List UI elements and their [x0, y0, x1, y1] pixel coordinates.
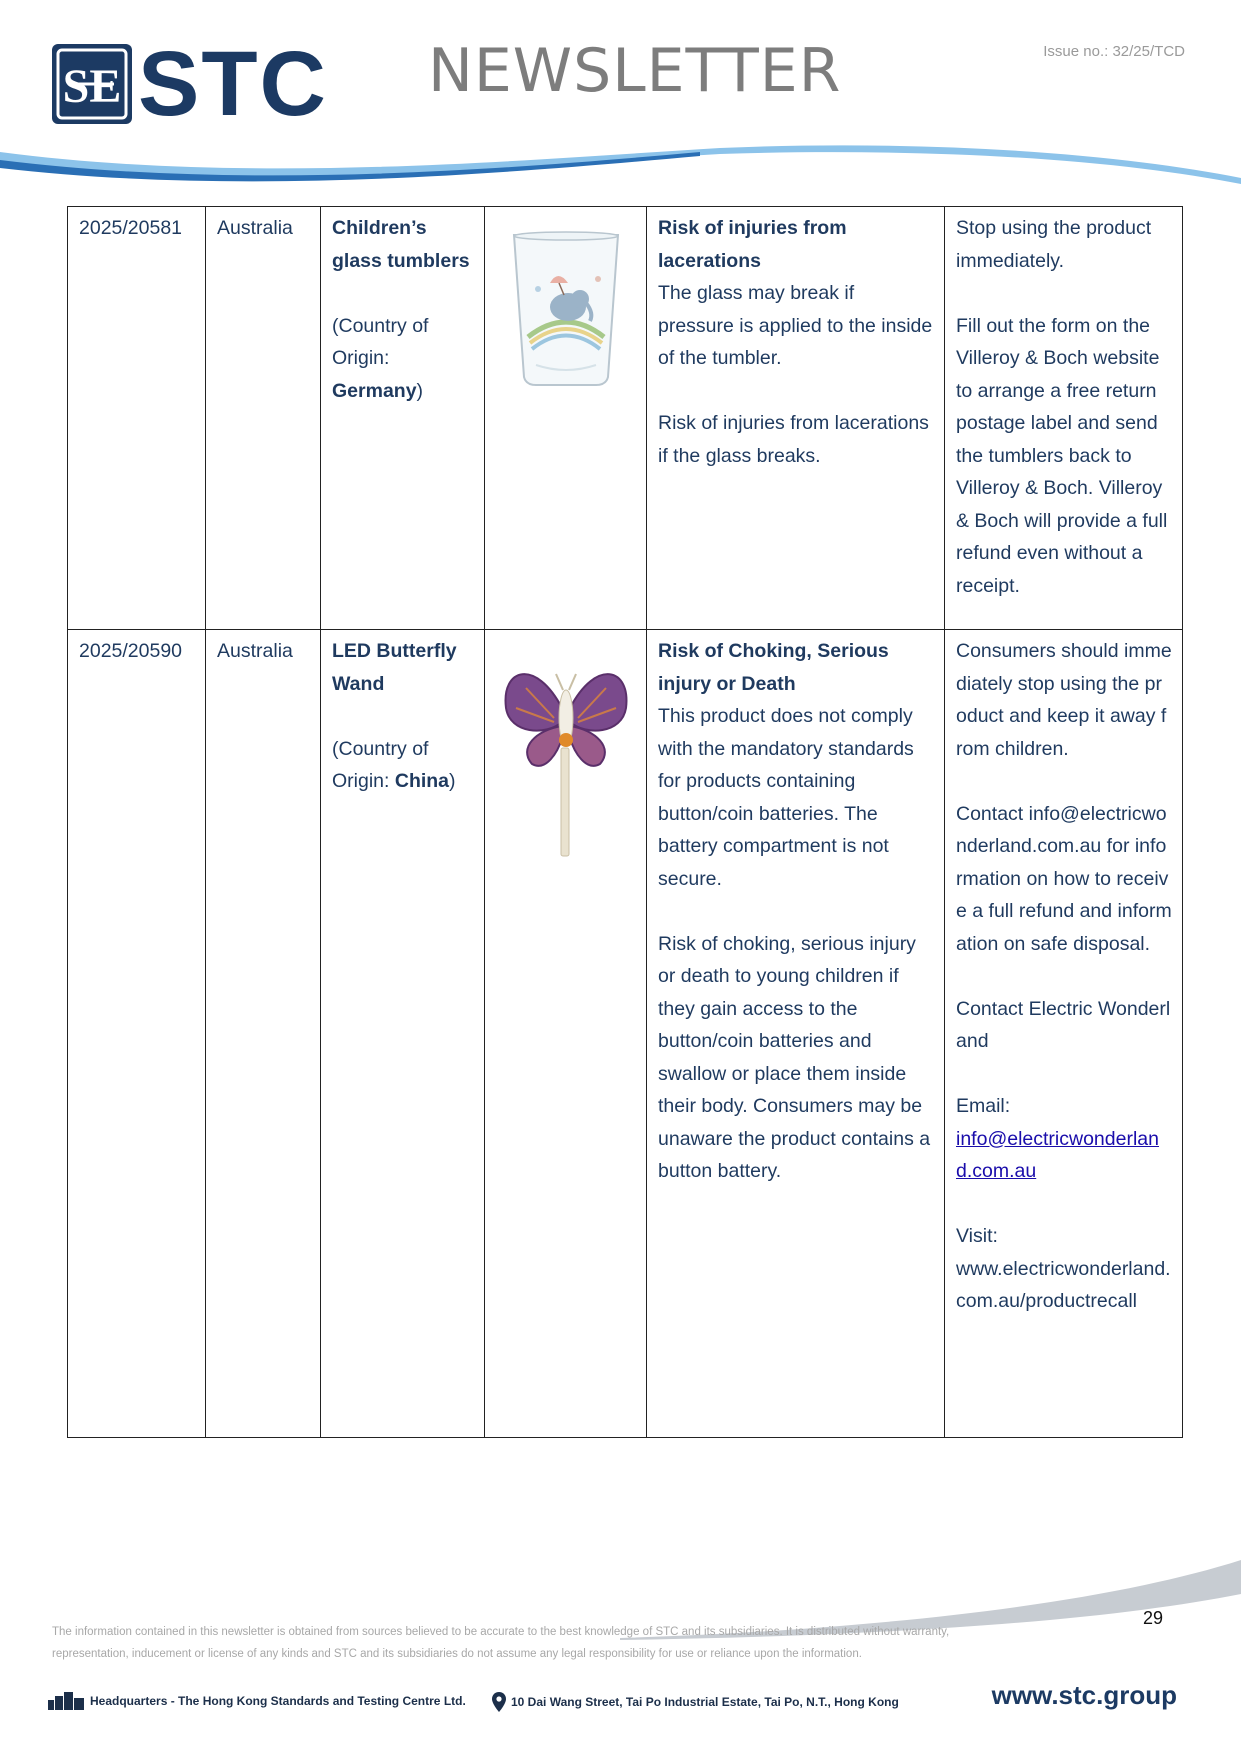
remedy-instruction: Consumers should immediately stop using the product and keep it away from children. [956, 640, 1172, 760]
headquarters [48, 1692, 466, 1710]
brand-name: STC [138, 33, 328, 135]
origin-suffix: ) [416, 379, 424, 402]
product-name: Children’s glass tumblers [332, 217, 470, 272]
hazard-title: Risk of Choking, Serious injury or Death [658, 640, 889, 695]
remedy-instruction: Stop using the product immediately. [956, 217, 1152, 272]
country: Australia [206, 207, 321, 630]
building-icon [48, 1692, 84, 1710]
stc-logo-mark-icon [52, 44, 132, 124]
stc-logo [52, 33, 328, 135]
table-row [68, 207, 1183, 630]
address [492, 1692, 899, 1712]
butterfly-wand-icon [496, 648, 636, 858]
issue-number: Issue no.: 32/25/TCD [1043, 43, 1185, 60]
visit-label: Visit: [956, 1225, 998, 1247]
product-cell [321, 207, 485, 630]
page-number: 29 [1143, 1608, 1164, 1628]
recall-url: www.electricwonderland.com.au/productrecall [956, 1257, 1171, 1312]
hazard-cell [647, 630, 945, 1438]
location-pin-icon [492, 1692, 506, 1712]
website[interactable]: www.stc.group [991, 1680, 1177, 1710]
reference-number: 2025/20581 [68, 207, 206, 630]
hazard-cell [647, 207, 945, 630]
product-image-cell [485, 630, 647, 1438]
origin-prefix: (Country of Origin: [332, 737, 429, 792]
svg-text:SE: SE [62, 60, 122, 113]
remedy-detail: Fill out the form on the Villeroy & Boch website to arrange a free return postage label and send the tumblers back to Villeroy & Boch. Villeroy & Boch will provide a full refund even without a receipt. [956, 314, 1168, 597]
header-swoosh-decoration [0, 140, 1241, 190]
disclaimer: The information contained in this newsletter is obtained from sources believed to be accurate to the best knowledge of STC and its subsidiaries. It is distributed without warranty, representation, inducement or license of any kinds and STC and its subsidiaries do not assume any legal responsibility for use or reliance upon the information. [52, 1626, 950, 1660]
newsletter-title: NEWSLETTER [428, 36, 842, 106]
country: Australia [206, 630, 321, 1438]
recall-table [67, 206, 1183, 1438]
product-name: LED Butterfly Wand [332, 640, 457, 695]
hazard-description: This product does not comply with the mandatory standards for products containing button/coin batteries. The battery compartment is not secure. [658, 705, 914, 890]
remedy-contact-info: Contact info@electricwonderland.com.au for information on how to receive a full refund and information on safe disposal. [956, 802, 1172, 955]
email-link[interactable]: info@electricwonderland.com.au [956, 1127, 1159, 1182]
table-row [68, 630, 1183, 1438]
product-image-cell [485, 207, 647, 630]
glass-tumbler-icon [506, 229, 626, 389]
hazard-description: The glass may break if pressure is applied to the inside of the tumbler. [658, 282, 933, 369]
remedy-contact-company: Contact Electric Wonderland [956, 997, 1171, 1052]
remedy-cell [945, 207, 1183, 630]
headquarters-label: Headquarters - The Hong Kong Standards and Testing Centre Ltd. [90, 1694, 466, 1708]
hazard-title: Risk of injuries from lacerations [658, 217, 847, 272]
product-cell [321, 630, 485, 1438]
origin-country: Germany [332, 379, 417, 402]
origin-country: China [394, 770, 450, 792]
hazard-detail: Risk of choking, serious injury or death to young children if they gain access to the button/coin batteries and swallow or place them inside their body. Consumers may be unaware the product contains a button battery. [658, 932, 931, 1182]
origin-prefix: (Country of Origin: [332, 314, 429, 369]
remedy-cell [945, 630, 1183, 1438]
email-label: Email: [956, 1095, 1011, 1117]
hazard-detail: Risk of injuries from lacerations if the glass breaks. [658, 412, 929, 467]
address-text: 10 Dai Wang Street, Tai Po Industrial Estate, Tai Po, N.T., Hong Kong [511, 1695, 899, 1709]
reference-number: 2025/20590 [68, 630, 206, 1438]
origin-suffix: ) [449, 770, 456, 792]
